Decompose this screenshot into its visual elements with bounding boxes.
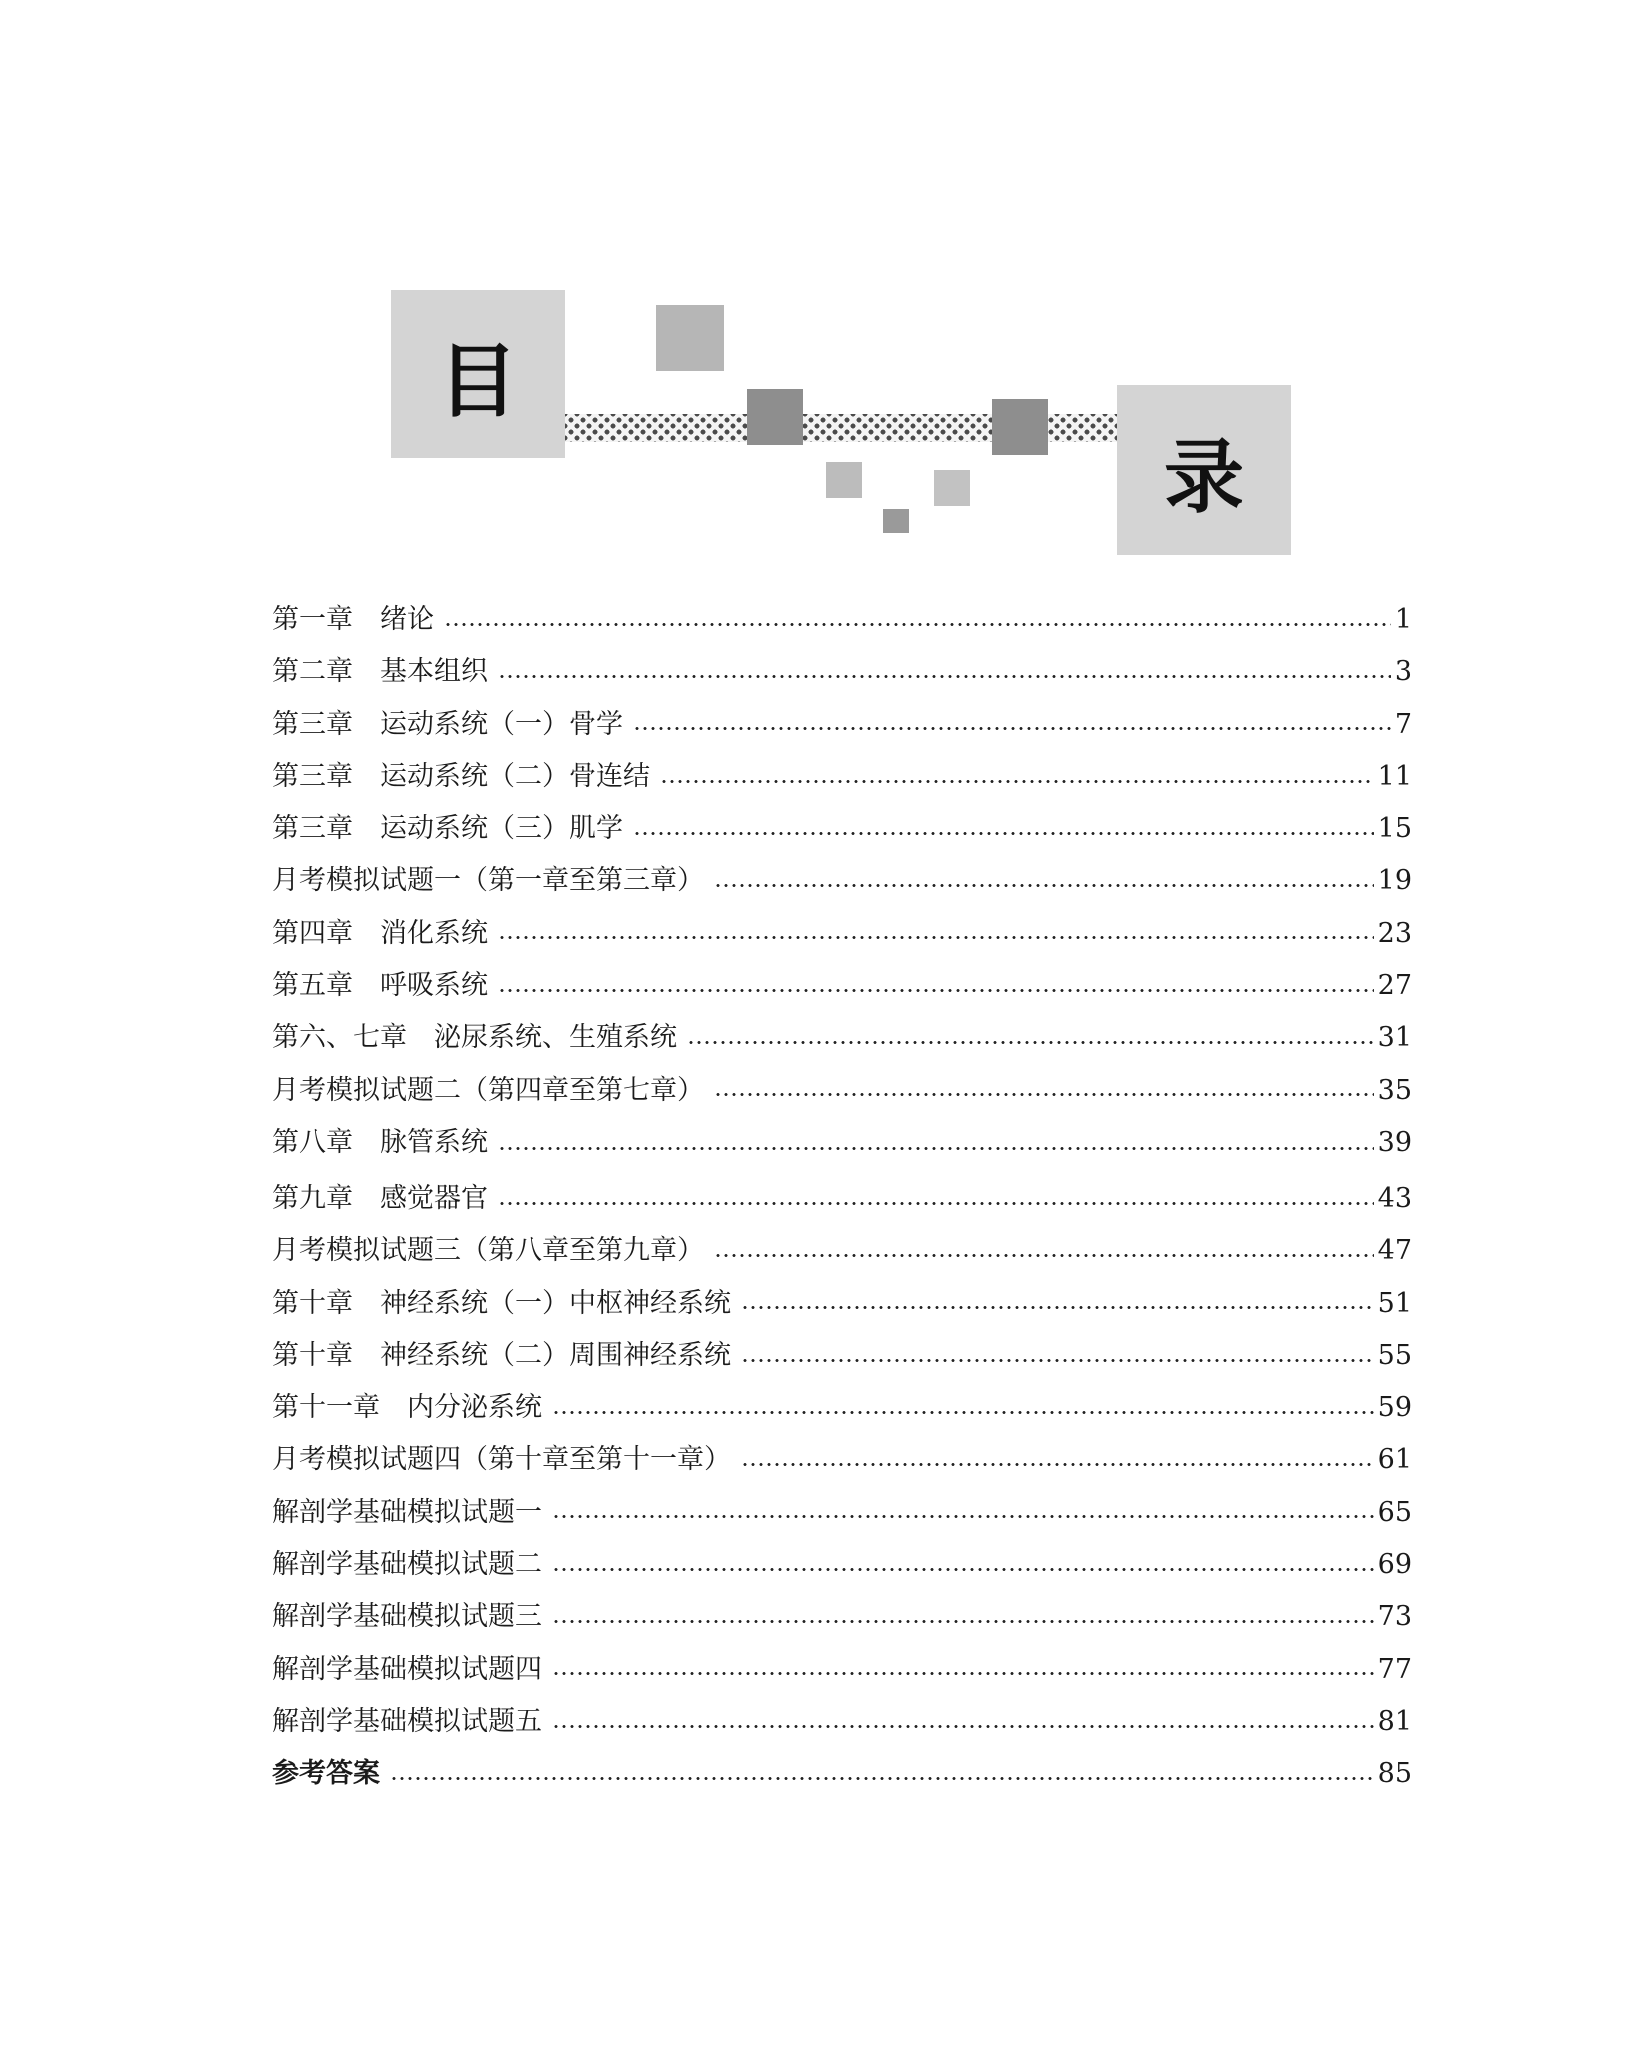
toc-entry[interactable] (272, 1644, 1412, 1696)
toc-entry[interactable] (272, 1539, 1412, 1591)
decorative-square (883, 509, 909, 533)
toc-page-number: 23 (1377, 917, 1412, 949)
toc-page-number: 31 (1377, 1022, 1412, 1054)
toc-entry[interactable] (272, 1117, 1412, 1173)
toc-entry-title: 第十章 神经系统（一）中枢神经系统 (272, 1287, 731, 1319)
toc-dot-leader (660, 780, 1374, 783)
toc-page-number: 77 (1377, 1653, 1412, 1685)
toc-dot-leader (390, 1777, 1374, 1780)
toc-page-number: 85 (1377, 1758, 1412, 1790)
toc-dot-leader (552, 1515, 1374, 1518)
toc-entry-title: 月考模拟试题四（第十章至第十一章） (272, 1444, 731, 1476)
toc-page-number: 15 (1377, 813, 1412, 845)
title-char-mu: 目 (438, 334, 518, 428)
title-char-box-left (391, 290, 565, 458)
toc-entry[interactable] (272, 960, 1412, 1012)
decorative-square (992, 399, 1048, 455)
toc-page-number: 27 (1377, 970, 1412, 1002)
toc-entry[interactable] (272, 1278, 1412, 1330)
toc-entry-title: 第十一章 内分泌系统 (272, 1392, 542, 1424)
toc-page-number: 69 (1377, 1549, 1412, 1581)
toc-dot-leader (714, 1254, 1374, 1257)
toc-page-number: 1 (1394, 604, 1412, 635)
toc-entry-title: 解剖学基础模拟试题一 (272, 1496, 542, 1528)
toc-entry-title: 解剖学基础模拟试题二 (272, 1549, 542, 1581)
toc-entry[interactable] (272, 803, 1412, 855)
title-char-box-right (1117, 385, 1291, 555)
toc-entry-title: 第九章 感觉器官 (272, 1182, 488, 1214)
toc-entry[interactable] (272, 908, 1412, 960)
toc-dot-leader (741, 1306, 1374, 1309)
toc-entry[interactable] (272, 699, 1412, 751)
toc-entry[interactable] (272, 1065, 1412, 1117)
toc-entry[interactable] (272, 1330, 1412, 1382)
toc-entry[interactable] (272, 1434, 1412, 1486)
decorative-square (656, 305, 724, 371)
toc-entry[interactable] (272, 1012, 1412, 1064)
toc-entry-title: 参考答案 (272, 1758, 380, 1790)
toc-page-number: 39 (1377, 1126, 1412, 1158)
toc-page-number: 65 (1377, 1496, 1412, 1528)
toc-dot-leader (552, 1568, 1374, 1571)
toc-page-number: 51 (1377, 1287, 1412, 1319)
toc-entry-title: 第五章 呼吸系统 (272, 970, 488, 1002)
toc-dot-leader (498, 1202, 1374, 1205)
toc-dot-leader (552, 1725, 1374, 1728)
decorative-square (747, 389, 803, 445)
toc-page-number: 35 (1377, 1074, 1412, 1106)
toc-entry[interactable] (272, 855, 1412, 907)
toc-page-number: 11 (1377, 760, 1412, 792)
toc-entry-title: 第一章 绪论 (272, 604, 434, 635)
toc-dot-leader (633, 727, 1391, 730)
toc-entry-title: 第三章 运动系统（二）骨连结 (272, 760, 650, 792)
toc-dot-leader (552, 1620, 1374, 1623)
toc-dot-leader (552, 1411, 1374, 1414)
toc-dot-leader (741, 1359, 1374, 1362)
toc-entry-title: 解剖学基础模拟试题四 (272, 1653, 542, 1685)
toc-entry-title: 月考模拟试题一（第一章至第三章） (272, 865, 704, 897)
decorative-square (826, 462, 862, 498)
toc-entry-title: 第六、七章 泌尿系统、生殖系统 (272, 1022, 677, 1054)
toc-page-number: 3 (1394, 656, 1412, 688)
toc-dot-leader (498, 675, 1391, 678)
toc-entry-title: 第二章 基本组织 (272, 656, 488, 688)
table-of-contents (272, 594, 1412, 1801)
toc-page-number: 19 (1377, 865, 1412, 897)
title-char-lu: 录 (1164, 430, 1244, 524)
toc-dot-leader (714, 884, 1374, 887)
decorative-square (934, 470, 970, 506)
toc-entry[interactable] (272, 646, 1412, 698)
toc-entry-title: 第八章 脉管系统 (272, 1126, 488, 1158)
toc-entry-title: 月考模拟试题二（第四章至第七章） (272, 1074, 704, 1106)
toc-entry[interactable] (272, 1225, 1412, 1277)
toc-dot-leader (633, 832, 1374, 835)
toc-entry[interactable] (272, 1173, 1412, 1225)
toc-dot-leader (552, 1672, 1374, 1675)
toc-entry[interactable] (272, 1748, 1412, 1800)
toc-entry-title: 解剖学基础模拟试题三 (272, 1601, 542, 1633)
toc-dot-leader (714, 1093, 1374, 1096)
toc-entry[interactable] (272, 594, 1412, 646)
toc-header-decoration (0, 0, 1628, 580)
toc-page-number: 81 (1377, 1705, 1412, 1737)
toc-page-number: 43 (1377, 1182, 1412, 1214)
toc-dot-leader (498, 936, 1374, 939)
toc-dot-leader (687, 1041, 1374, 1044)
toc-page-number: 59 (1377, 1392, 1412, 1424)
toc-page-number: 55 (1377, 1339, 1412, 1371)
toc-dot-leader (741, 1463, 1374, 1466)
toc-entry-title: 月考模拟试题三（第八章至第九章） (272, 1235, 704, 1267)
toc-entry-title: 第四章 消化系统 (272, 917, 488, 949)
toc-entry-title: 解剖学基础模拟试题五 (272, 1705, 542, 1737)
toc-entry[interactable] (272, 751, 1412, 803)
toc-page-number: 61 (1377, 1444, 1412, 1476)
toc-entry[interactable] (272, 1591, 1412, 1643)
toc-entry[interactable] (272, 1696, 1412, 1748)
toc-entry[interactable] (272, 1382, 1412, 1434)
toc-dot-leader (498, 989, 1374, 992)
toc-entry[interactable] (272, 1487, 1412, 1539)
toc-dot-leader (444, 623, 1391, 626)
toc-page-number: 73 (1377, 1601, 1412, 1633)
toc-page-number: 7 (1394, 708, 1412, 740)
toc-entry-title: 第三章 运动系统（三）肌学 (272, 813, 623, 845)
toc-page-number: 47 (1377, 1235, 1412, 1267)
toc-entry-title: 第十章 神经系统（二）周围神经系统 (272, 1339, 731, 1371)
toc-dot-leader (498, 1147, 1374, 1150)
toc-entry-title: 第三章 运动系统（一）骨学 (272, 708, 623, 740)
